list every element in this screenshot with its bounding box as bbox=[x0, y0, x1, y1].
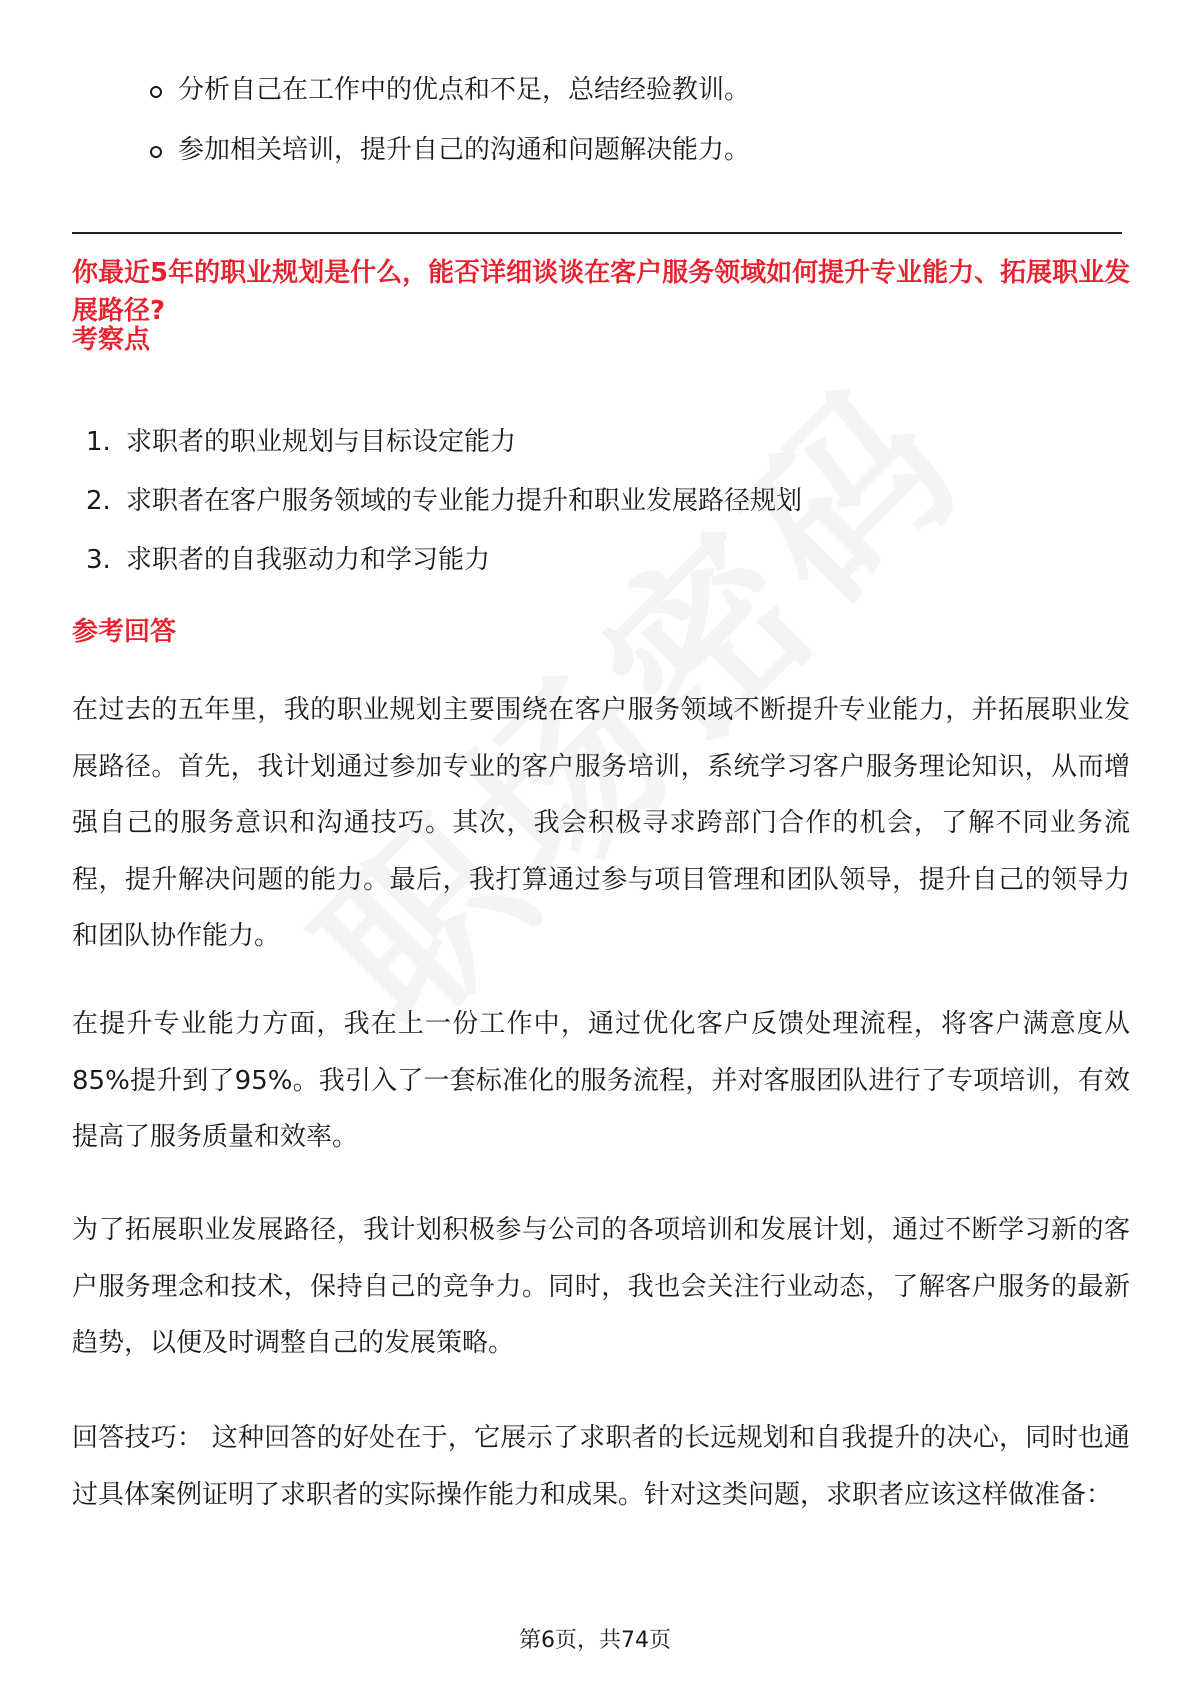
bullet-list bbox=[150, 72, 750, 192]
list-number: 1. bbox=[86, 427, 111, 457]
list-item-text: 分析自己在工作中的优点和不足，总结经验教训。 bbox=[178, 75, 751, 105]
list-item-text: 求职者的自我驱动力和学习能力 bbox=[126, 545, 491, 575]
answer-paragraph: 在提升专业能力方面，我在上一份工作中，通过优化客户反馈处理流程，将客户满意度从85%提升到了95%。我引入了一套标准化的服务流程，并对客服团队进行了专项培训，有效提高了服务质量和效率。 bbox=[72, 1009, 1130, 1152]
question-heading: 你最近5年的职业规划是什么，能否详细谈谈在客户服务领域如何提升专业能力、拓展职业发展路径? bbox=[72, 258, 1131, 326]
section-divider bbox=[72, 232, 1122, 234]
assessment-title: 考察点 bbox=[72, 325, 151, 355]
list-item bbox=[86, 483, 802, 519]
bullet-circle-icon bbox=[150, 86, 162, 98]
list-number: 3. bbox=[86, 545, 111, 575]
answer-paragraph: 为了拓展职业发展路径，我计划积极参与公司的各项培训和发展计划，通过不断学习新的客户服务理念和技术，保持自己的竞争力。同时，我也会关注行业动态，了解客户服务的最新趋势，以便及时调整自己的发展策略。 bbox=[72, 1215, 1130, 1358]
list-item-text: 求职者在客户服务领域的专业能力提升和职业发展路径规划 bbox=[126, 486, 803, 516]
assessment-list bbox=[86, 424, 802, 601]
list-item bbox=[86, 542, 802, 578]
list-item-text: 求职者的职业规划与目标设定能力 bbox=[126, 427, 517, 457]
list-item bbox=[150, 72, 750, 108]
answer-paragraph: 在过去的五年里，我的职业规划主要围绕在客户服务领域不断提升专业能力，并拓展职业发展路径。首先，我计划通过参加专业的客户服务培训，系统学习客户服务理论知识，从而增强自己的服务意识和沟通技巧。其次，我会积极寻求跨部门合作的机会，了解不同业务流程，提升解决问题的能力。最后，我打算通过参与项目管理和团队领导，提升自己的领导力和团队协作能力。 bbox=[72, 695, 1130, 951]
page-number-footer: 第6页，共74页 bbox=[519, 1628, 671, 1653]
reference-answer-title: 参考回答 bbox=[72, 617, 177, 647]
bullet-circle-icon bbox=[150, 146, 162, 158]
list-item bbox=[150, 132, 750, 168]
answer-tips-paragraph: 回答技巧： 这种回答的好处在于，它展示了求职者的长远规划和自我提升的决心，同时也通过具体案例证明了求职者的实际操作能力和成果。针对这类问题，求职者应该这样做准备： bbox=[72, 1423, 1130, 1510]
list-item-text: 参加相关培训，提升自己的沟通和问题解决能力。 bbox=[178, 135, 751, 165]
list-number: 2. bbox=[86, 486, 111, 516]
list-item bbox=[86, 424, 802, 460]
